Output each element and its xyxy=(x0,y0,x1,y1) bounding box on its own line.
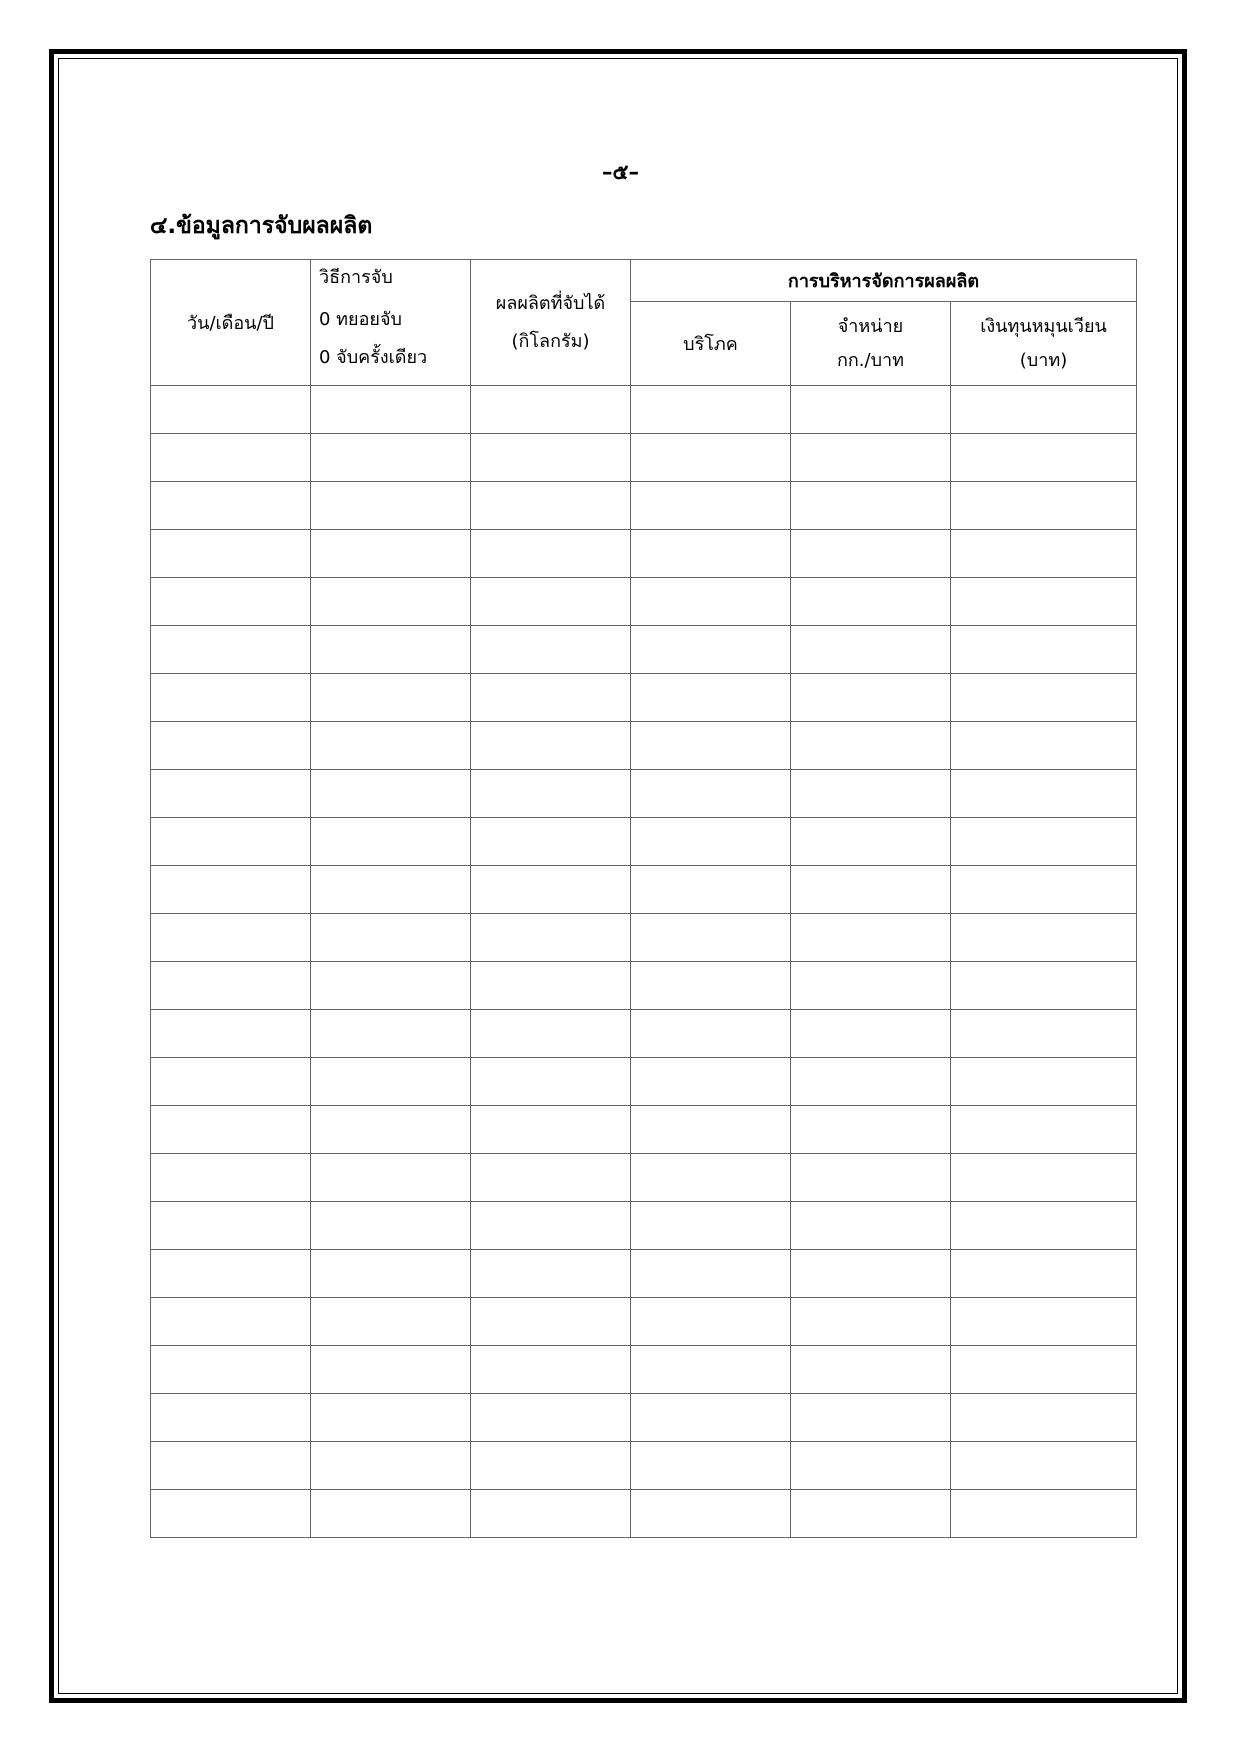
table-row xyxy=(151,1394,1137,1442)
cell-date[interactable] xyxy=(151,1298,311,1346)
cell-consume[interactable] xyxy=(631,578,791,626)
table-row xyxy=(151,482,1137,530)
cell-fund[interactable] xyxy=(951,626,1137,674)
cell-date[interactable] xyxy=(151,1106,311,1154)
cell-consume[interactable] xyxy=(631,1490,791,1538)
cell-sell[interactable] xyxy=(791,1250,951,1298)
table-row xyxy=(151,434,1137,482)
cell-date[interactable] xyxy=(151,914,311,962)
table-row xyxy=(151,1154,1137,1202)
header-fund-label: เงินทุนหมุนเวียน xyxy=(980,315,1107,337)
cell-fund[interactable] xyxy=(951,914,1137,962)
cell-date[interactable] xyxy=(151,386,311,434)
table-row xyxy=(151,530,1137,578)
cell-date[interactable] xyxy=(151,1490,311,1538)
cell-method[interactable] xyxy=(311,482,471,530)
cell-sell[interactable] xyxy=(791,674,951,722)
header-method-option-single: 0 จับครั้งเดียว xyxy=(319,347,428,368)
cell-sell[interactable] xyxy=(791,578,951,626)
cell-fund[interactable] xyxy=(951,1490,1137,1538)
cell-sell[interactable] xyxy=(791,530,951,578)
cell-yield[interactable] xyxy=(471,1346,631,1394)
cell-sell[interactable] xyxy=(791,1346,951,1394)
cell-sell[interactable] xyxy=(791,1202,951,1250)
cell-consume[interactable] xyxy=(631,818,791,866)
cell-date[interactable] xyxy=(151,530,311,578)
table-row xyxy=(151,674,1137,722)
table-row xyxy=(151,578,1137,626)
cell-yield[interactable] xyxy=(471,914,631,962)
cell-fund[interactable] xyxy=(951,1202,1137,1250)
cell-consume[interactable] xyxy=(631,1154,791,1202)
table-row xyxy=(151,1010,1137,1058)
table-row xyxy=(151,770,1137,818)
header-yield-label: ผลผลิตที่จับได้ xyxy=(495,292,606,314)
cell-consume[interactable] xyxy=(631,1250,791,1298)
cell-yield[interactable] xyxy=(471,818,631,866)
cell-yield[interactable] xyxy=(471,386,631,434)
table-row xyxy=(151,1298,1137,1346)
cell-fund[interactable] xyxy=(951,770,1137,818)
cell-consume[interactable] xyxy=(631,1394,791,1442)
cell-consume[interactable] xyxy=(631,1202,791,1250)
cell-sell[interactable] xyxy=(791,1058,951,1106)
cell-fund[interactable] xyxy=(951,674,1137,722)
cell-sell[interactable] xyxy=(791,866,951,914)
header-method xyxy=(311,260,471,386)
cell-date[interactable] xyxy=(151,1250,311,1298)
cell-sell[interactable] xyxy=(791,722,951,770)
table-row xyxy=(151,1250,1137,1298)
cell-fund[interactable] xyxy=(951,1442,1137,1490)
cell-yield[interactable] xyxy=(471,866,631,914)
cell-yield[interactable] xyxy=(471,674,631,722)
cell-consume[interactable] xyxy=(631,626,791,674)
cell-sell[interactable] xyxy=(791,1106,951,1154)
table-row xyxy=(151,1058,1137,1106)
cell-fund[interactable] xyxy=(951,1058,1137,1106)
cell-yield[interactable] xyxy=(471,1010,631,1058)
cell-fund[interactable] xyxy=(951,1010,1137,1058)
cell-method[interactable] xyxy=(311,1250,471,1298)
cell-method[interactable] xyxy=(311,578,471,626)
cell-yield[interactable] xyxy=(471,1058,631,1106)
cell-sell[interactable] xyxy=(791,1442,951,1490)
cell-fund[interactable] xyxy=(951,962,1137,1010)
header-management-group: การบริหารจัดการผลผลิต xyxy=(631,260,1137,302)
cell-yield[interactable] xyxy=(471,1298,631,1346)
cell-date[interactable] xyxy=(151,1394,311,1442)
cell-date[interactable] xyxy=(151,1154,311,1202)
cell-method[interactable] xyxy=(311,914,471,962)
cell-yield[interactable] xyxy=(471,1202,631,1250)
cell-consume[interactable] xyxy=(631,866,791,914)
header-method-title: วิธีการจับ xyxy=(319,267,393,288)
cell-consume[interactable] xyxy=(631,674,791,722)
cell-consume[interactable] xyxy=(631,770,791,818)
cell-date[interactable] xyxy=(151,674,311,722)
cell-sell[interactable] xyxy=(791,1154,951,1202)
cell-consume[interactable] xyxy=(631,962,791,1010)
cell-fund[interactable] xyxy=(951,722,1137,770)
cell-yield[interactable] xyxy=(471,1490,631,1538)
table-row xyxy=(151,866,1137,914)
header-sell-unit: กก./บาท xyxy=(837,349,904,371)
cell-method[interactable] xyxy=(311,722,471,770)
cell-date[interactable] xyxy=(151,578,311,626)
cell-date[interactable] xyxy=(151,770,311,818)
cell-method[interactable] xyxy=(311,1058,471,1106)
table-row xyxy=(151,626,1137,674)
cell-consume[interactable] xyxy=(631,1346,791,1394)
cell-method[interactable] xyxy=(311,818,471,866)
cell-yield[interactable] xyxy=(471,962,631,1010)
header-row-1 xyxy=(151,260,1137,302)
cell-fund[interactable] xyxy=(951,386,1137,434)
cell-sell[interactable] xyxy=(791,1010,951,1058)
cell-method[interactable] xyxy=(311,1490,471,1538)
cell-fund[interactable] xyxy=(951,866,1137,914)
cell-method[interactable] xyxy=(311,1106,471,1154)
cell-fund[interactable] xyxy=(951,482,1137,530)
header-method-option-gradual: 0 ทยอยจับ xyxy=(319,309,402,330)
cell-sell[interactable] xyxy=(791,434,951,482)
cell-fund[interactable] xyxy=(951,1346,1137,1394)
cell-consume[interactable] xyxy=(631,1442,791,1490)
cell-yield[interactable] xyxy=(471,434,631,482)
cell-yield[interactable] xyxy=(471,1250,631,1298)
cell-method[interactable] xyxy=(311,1394,471,1442)
header-consume: บริโภค xyxy=(631,302,791,386)
table-row xyxy=(151,962,1137,1010)
cell-sell[interactable] xyxy=(791,1394,951,1442)
cell-sell[interactable] xyxy=(791,962,951,1010)
cell-method[interactable] xyxy=(311,1346,471,1394)
cell-date[interactable] xyxy=(151,482,311,530)
cell-sell[interactable] xyxy=(791,386,951,434)
table-row xyxy=(151,1106,1137,1154)
cell-consume[interactable] xyxy=(631,722,791,770)
cell-yield[interactable] xyxy=(471,1106,631,1154)
cell-yield[interactable] xyxy=(471,578,631,626)
cell-method[interactable] xyxy=(311,1298,471,1346)
cell-date[interactable] xyxy=(151,818,311,866)
cell-date[interactable] xyxy=(151,962,311,1010)
cell-method[interactable] xyxy=(311,434,471,482)
cell-date[interactable] xyxy=(151,1058,311,1106)
cell-yield[interactable] xyxy=(471,1154,631,1202)
cell-consume[interactable] xyxy=(631,434,791,482)
cell-date[interactable] xyxy=(151,1010,311,1058)
cell-consume[interactable] xyxy=(631,1058,791,1106)
cell-consume[interactable] xyxy=(631,914,791,962)
cell-consume[interactable] xyxy=(631,1298,791,1346)
table-row xyxy=(151,818,1137,866)
cell-fund[interactable] xyxy=(951,530,1137,578)
cell-sell[interactable] xyxy=(791,1298,951,1346)
table-row xyxy=(151,722,1137,770)
cell-yield[interactable] xyxy=(471,482,631,530)
cell-yield[interactable] xyxy=(471,722,631,770)
cell-fund[interactable] xyxy=(951,578,1137,626)
cell-fund[interactable] xyxy=(951,1250,1137,1298)
table-row xyxy=(151,914,1137,962)
cell-method[interactable] xyxy=(311,530,471,578)
cell-consume[interactable] xyxy=(631,1106,791,1154)
cell-method[interactable] xyxy=(311,626,471,674)
header-fund-unit: (บาท) xyxy=(1019,349,1068,371)
cell-date[interactable] xyxy=(151,434,311,482)
cell-fund[interactable] xyxy=(951,1154,1137,1202)
header-yield-unit: (กิโลกรัม) xyxy=(511,330,590,352)
cell-sell[interactable] xyxy=(791,770,951,818)
cell-sell[interactable] xyxy=(791,1490,951,1538)
cell-fund[interactable] xyxy=(951,1298,1137,1346)
cell-date[interactable] xyxy=(151,866,311,914)
table-row xyxy=(151,1346,1137,1394)
cell-method[interactable] xyxy=(311,866,471,914)
cell-sell[interactable] xyxy=(791,914,951,962)
cell-method[interactable] xyxy=(311,1442,471,1490)
cell-consume[interactable] xyxy=(631,482,791,530)
cell-fund[interactable] xyxy=(951,1106,1137,1154)
harvest-data-table xyxy=(150,259,1137,1538)
cell-method[interactable] xyxy=(311,386,471,434)
header-sell xyxy=(791,302,951,386)
cell-method[interactable] xyxy=(311,674,471,722)
table-row xyxy=(151,1442,1137,1490)
table-row xyxy=(151,386,1137,434)
cell-date[interactable] xyxy=(151,1346,311,1394)
cell-method[interactable] xyxy=(311,1010,471,1058)
cell-method[interactable] xyxy=(311,962,471,1010)
cell-yield[interactable] xyxy=(471,1442,631,1490)
cell-date[interactable] xyxy=(151,1442,311,1490)
cell-yield[interactable] xyxy=(471,530,631,578)
cell-consume[interactable] xyxy=(631,386,791,434)
cell-date[interactable] xyxy=(151,626,311,674)
cell-sell[interactable] xyxy=(791,818,951,866)
cell-consume[interactable] xyxy=(631,1010,791,1058)
cell-fund[interactable] xyxy=(951,434,1137,482)
cell-method[interactable] xyxy=(311,770,471,818)
cell-sell[interactable] xyxy=(791,626,951,674)
table-row xyxy=(151,1202,1137,1250)
table-row xyxy=(151,1490,1137,1538)
header-yield xyxy=(471,260,631,386)
cell-fund[interactable] xyxy=(951,818,1137,866)
page-number: –๕– xyxy=(602,160,639,184)
cell-yield[interactable] xyxy=(471,626,631,674)
cell-date[interactable] xyxy=(151,1202,311,1250)
cell-method[interactable] xyxy=(311,1202,471,1250)
header-fund xyxy=(951,302,1137,386)
table-body xyxy=(151,386,1137,1538)
cell-yield[interactable] xyxy=(471,1394,631,1442)
cell-date[interactable] xyxy=(151,722,311,770)
cell-method[interactable] xyxy=(311,1154,471,1202)
cell-fund[interactable] xyxy=(951,1394,1137,1442)
section-title: ๔.ข้อมูลการจับผลผลิต xyxy=(150,213,373,239)
cell-yield[interactable] xyxy=(471,770,631,818)
cell-sell[interactable] xyxy=(791,482,951,530)
header-sell-label: จำหน่าย xyxy=(837,315,904,337)
cell-consume[interactable] xyxy=(631,530,791,578)
header-date: วัน/เดือน/ปี xyxy=(151,260,311,386)
